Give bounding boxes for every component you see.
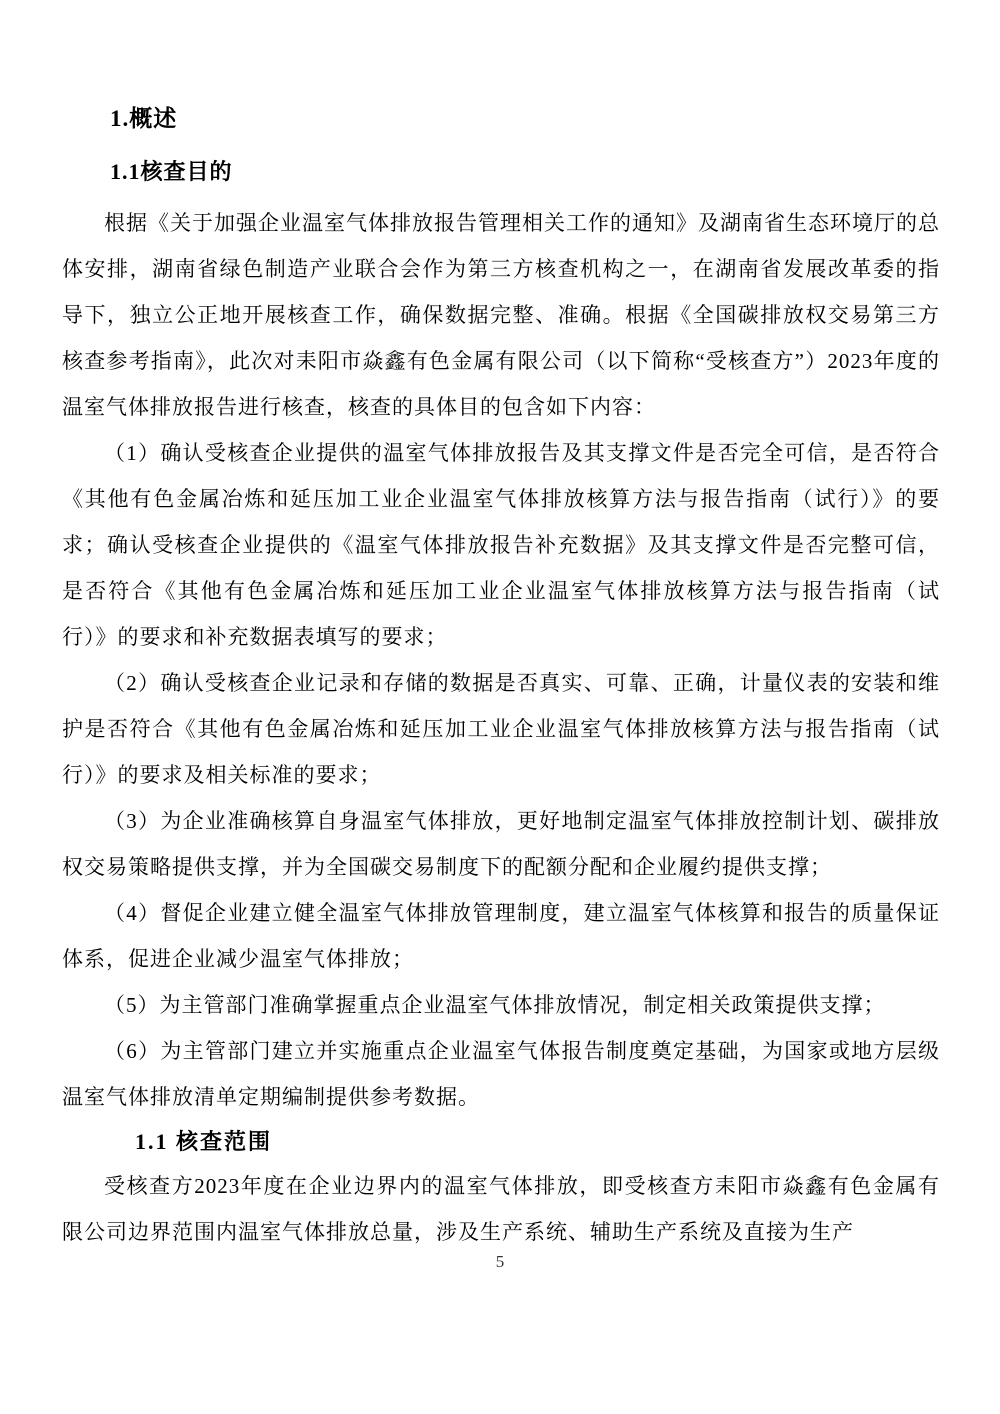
paragraph-item-6: （6）为主管部门建立并实施重点企业温室气体报告制度奠定基础，为国家或地方层级温室气体排放清单定期编制提供参考数据。 [62,1039,940,1109]
page-number: 5 [495,1252,505,1271]
paragraph-item-5: （5）为主管部门准确掌握重点企业温室气体排放情况，制定相关政策提供支撑； [104,993,886,1017]
section-heading-verification-purpose: 1.1核查目的 [110,159,233,184]
section-heading-overview: 1.概述 [110,106,178,131]
paragraph-item-4: （4）督促企业建立健全温室气体排放管理制度，建立温室气体核算和报告的质量保证体系，促进企业减少温室气体排放； [62,901,940,971]
paragraph-intro: 根据《关于加强企业温室气体排放报告管理相关工作的通知》及湖南省生态环境厅的总体安排，湖南省绿色制造产业联合会作为第三方核查机构之一，在湖南省发展改革委的指导下，独立公正地开展核查工作，确保数据完整、准确。根据《全国碳排放权交易第三方核查参考指南》，此次对耒阳市焱鑫有色金属有限公司（以下简称“受核查方”）2023年度的温室气体排放报告进行核查，核查的具体目的包含如下内容： [62,211,940,419]
paragraph-item-3: （3）为企业准确核算自身温室气体排放，更好地制定温室气体排放控制计划、碳排放权交易策略提供支撑，并为全国碳交易制度下的配额分配和企业履约提供支撑； [62,809,940,879]
paragraph-scope: 受核查方2023年度在企业边界内的温室气体排放，即受核查方耒阳市焱鑫有色金属有限公司边界范围内温室气体排放总量，涉及生产系统、辅助生产系统及直接为生产 [62,1174,940,1244]
section-heading-verification-scope: 1.1 核查范围 [135,1129,273,1154]
paragraph-item-1: （1）确认受核查企业提供的温室气体排放报告及其支撑文件是否完全可信，是否符合《其他有色金属冶炼和延压加工业企业温室气体排放核算方法与报告指南（试行）》的要求；确认受核查企业提供的《温室气体排放报告补充数据》及其支撑文件是否完整可信，是否符合《其他有色金属冶炼和延压加工业企业温室气体排放核算方法与报告指南（试行）》的要求和补充数据表填写的要求； [62,441,940,649]
paragraph-item-2: （2）确认受核查企业记录和存储的数据是否真实、可靠、正确，计量仪表的安装和维护是否符合《其他有色金属冶炼和延压加工业企业温室气体排放核算方法与报告指南（试行）》的要求及相关标准的要求； [62,671,940,787]
